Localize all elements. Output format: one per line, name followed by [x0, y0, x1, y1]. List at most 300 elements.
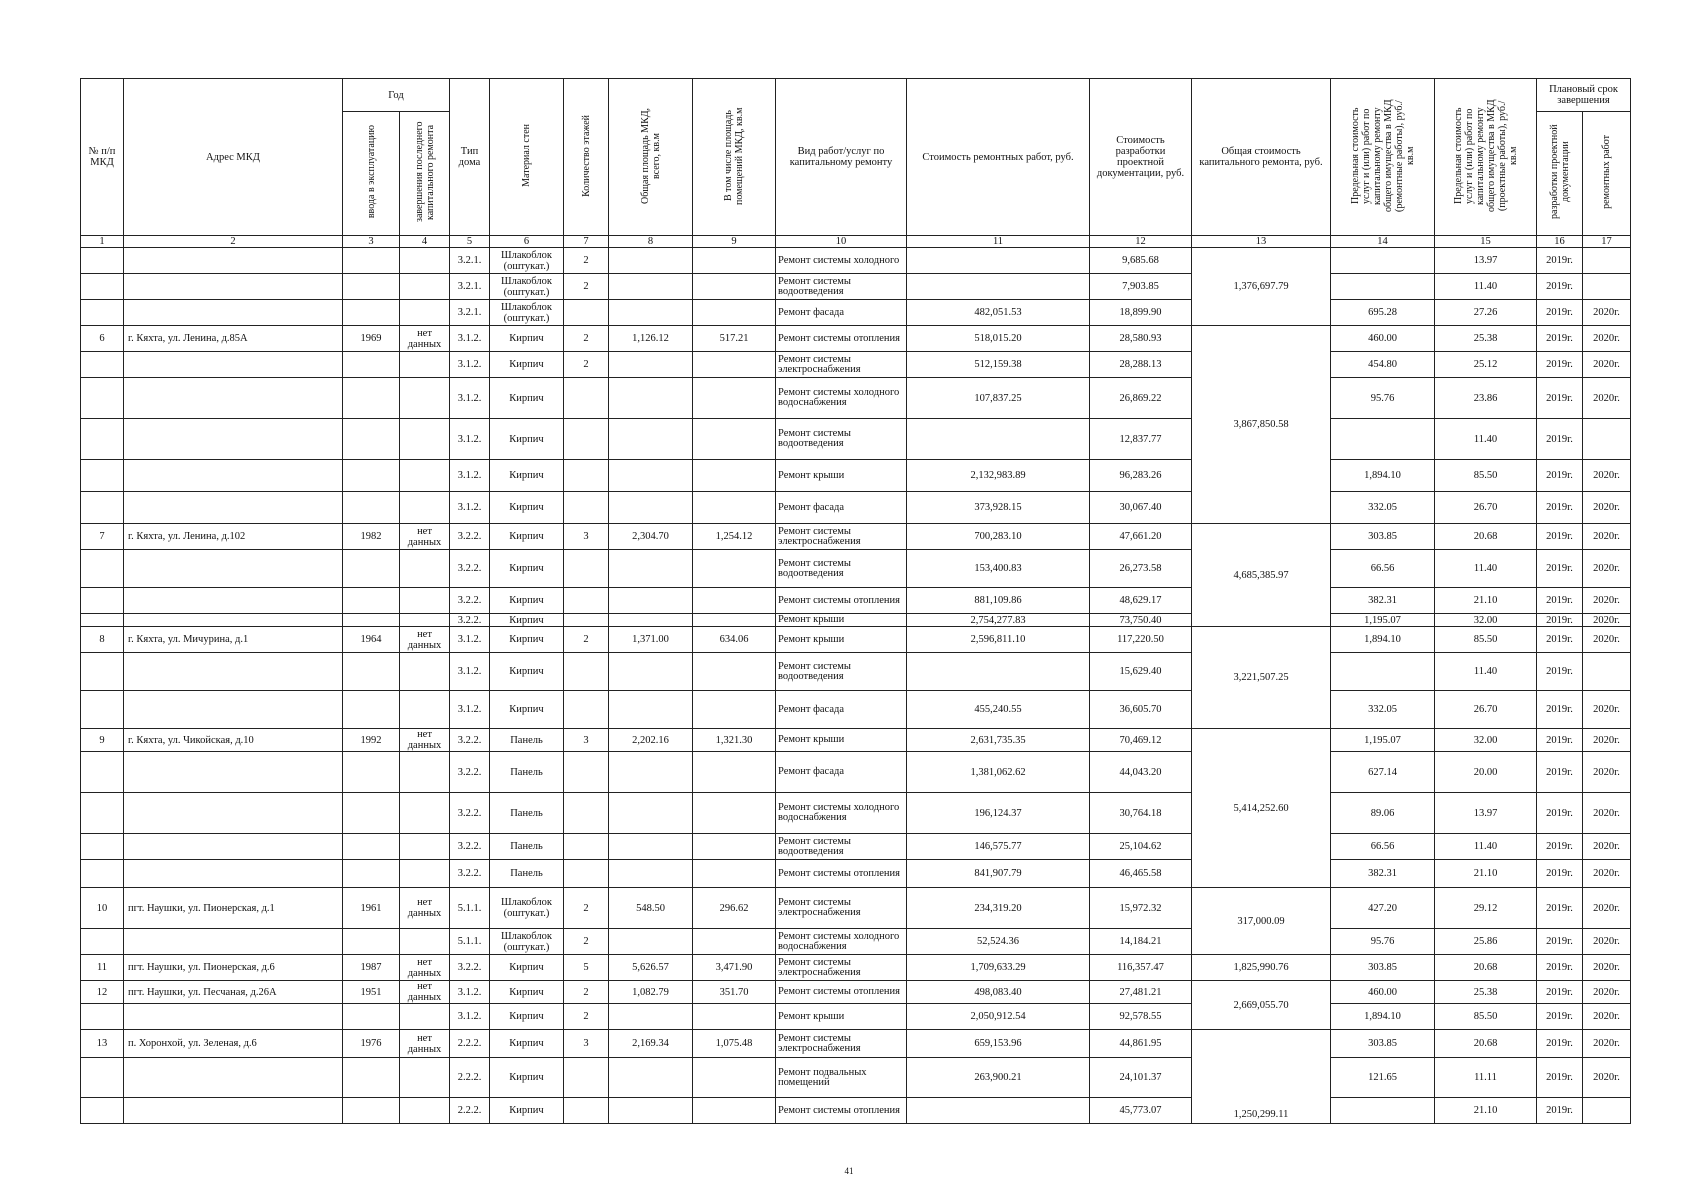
floors — [564, 588, 609, 614]
mkd-number — [81, 492, 124, 524]
repair-cost: 1,381,062.62 — [907, 752, 1090, 793]
mkd-number — [81, 1058, 124, 1098]
column-number-row — [81, 236, 1631, 248]
limit-design: 20.00 — [1435, 752, 1537, 793]
year-entry — [343, 929, 400, 955]
wall-material: Кирпич — [490, 460, 564, 492]
table-row — [81, 955, 1631, 981]
limit-repair: 382.31 — [1331, 860, 1435, 888]
planned-design-year: 2019г. — [1537, 888, 1583, 929]
column-number: 4 — [400, 236, 450, 248]
design-cost: 30,764.18 — [1090, 793, 1192, 834]
total-area — [609, 834, 693, 860]
column-number: 11 — [907, 236, 1090, 248]
design-cost: 92,578.55 — [1090, 1004, 1192, 1030]
capital-repair-table — [80, 78, 1631, 1124]
col-header-planned-design: разработки проектной документации — [1537, 112, 1583, 236]
planned-design-year: 2019г. — [1537, 248, 1583, 274]
repair-cost: 373,928.15 — [907, 492, 1090, 524]
repair-cost: 841,907.79 — [907, 860, 1090, 888]
design-cost: 15,972.32 — [1090, 888, 1192, 929]
planned-design-year: 2019г. — [1537, 929, 1583, 955]
col-header-total-cost: Общая стоимость капитального ремонта, руб. — [1192, 79, 1331, 236]
repair-cost: 881,109.86 — [907, 588, 1090, 614]
year-last-repair — [400, 274, 450, 300]
address-cell — [124, 1058, 343, 1098]
house-type: 3.2.2. — [450, 860, 490, 888]
table-row — [81, 460, 1631, 492]
planned-design-year: 2019г. — [1537, 492, 1583, 524]
year-last-repair — [400, 300, 450, 326]
year-entry — [343, 614, 400, 627]
work-type: Ремонт системы отопления — [776, 326, 907, 352]
design-cost: 44,043.20 — [1090, 752, 1192, 793]
total-area — [609, 248, 693, 274]
wall-material: Кирпич — [490, 326, 564, 352]
planned-repair-year: 2020г. — [1583, 627, 1631, 653]
wall-material: Кирпич — [490, 550, 564, 588]
year-last-repair: нет данных — [400, 955, 450, 981]
table-row — [81, 860, 1631, 888]
total-cost: 3,221,507.25 — [1192, 627, 1331, 729]
floors: 2 — [564, 981, 609, 1004]
col-header-repair-cost: Стоимость ремонтных работ, руб. — [907, 79, 1090, 236]
address-cell — [124, 550, 343, 588]
work-type: Ремонт системы холодного — [776, 248, 907, 274]
limit-repair: 382.31 — [1331, 588, 1435, 614]
design-cost: 28,580.93 — [1090, 326, 1192, 352]
work-type: Ремонт системы водоотведения — [776, 274, 907, 300]
floors — [564, 653, 609, 691]
work-type: Ремонт фасада — [776, 300, 907, 326]
repair-cost: 196,124.37 — [907, 793, 1090, 834]
year-entry — [343, 752, 400, 793]
column-number: 14 — [1331, 236, 1435, 248]
premises-area — [693, 1098, 776, 1124]
premises-area — [693, 653, 776, 691]
house-type: 3.1.2. — [450, 981, 490, 1004]
limit-repair: 95.76 — [1331, 929, 1435, 955]
premises-area — [693, 248, 776, 274]
repair-cost: 700,283.10 — [907, 524, 1090, 550]
year-entry: 1992 — [343, 729, 400, 752]
repair-cost: 1,709,633.29 — [907, 955, 1090, 981]
total-cost: 4,685,385.97 — [1192, 524, 1331, 627]
planned-repair-year: 2020г. — [1583, 793, 1631, 834]
limit-design: 85.50 — [1435, 627, 1537, 653]
wall-material: Шлакоблок (оштукат.) — [490, 888, 564, 929]
work-type: Ремонт системы отопления — [776, 981, 907, 1004]
year-entry — [343, 793, 400, 834]
limit-design: 25.12 — [1435, 352, 1537, 378]
total-cost: 1,250,299.11 — [1192, 1030, 1331, 1124]
col-header-wall-material: Материал стен — [490, 79, 564, 236]
planned-design-year: 2019г. — [1537, 460, 1583, 492]
design-cost: 26,869.22 — [1090, 378, 1192, 419]
planned-design-year: 2019г. — [1537, 955, 1583, 981]
design-cost: 116,357.47 — [1090, 955, 1192, 981]
house-type: 3.2.1. — [450, 300, 490, 326]
planned-design-year: 2019г. — [1537, 326, 1583, 352]
wall-material: Кирпич — [490, 1004, 564, 1030]
repair-cost: 482,051.53 — [907, 300, 1090, 326]
work-type: Ремонт фасада — [776, 492, 907, 524]
col-header-design-cost: Стоимость разработки проектной документации, руб. — [1090, 79, 1192, 236]
premises-area: 351.70 — [693, 981, 776, 1004]
work-type: Ремонт системы водоотведения — [776, 419, 907, 460]
address-cell — [124, 419, 343, 460]
planned-repair-year — [1583, 653, 1631, 691]
repair-cost — [907, 653, 1090, 691]
premises-area — [693, 1004, 776, 1030]
floors: 2 — [564, 352, 609, 378]
planned-design-year: 2019г. — [1537, 588, 1583, 614]
total-area: 2,169.34 — [609, 1030, 693, 1058]
planned-design-year: 2019г. — [1537, 834, 1583, 860]
column-number: 9 — [693, 236, 776, 248]
address-cell: пгт. Наушки, ул. Песчаная, д.26А — [124, 981, 343, 1004]
planned-design-year: 2019г. — [1537, 550, 1583, 588]
house-type: 3.1.2. — [450, 352, 490, 378]
col-header-limit-design: Предельная стоимость услуг и (или) работ по капитальному ремонту общего имущества в МКД (проектные работы), руб./кв.м — [1435, 79, 1537, 236]
total-area — [609, 653, 693, 691]
mkd-number — [81, 274, 124, 300]
floors: 2 — [564, 248, 609, 274]
year-last-repair — [400, 752, 450, 793]
floors: 2 — [564, 326, 609, 352]
work-type: Ремонт фасада — [776, 691, 907, 729]
planned-repair-year: 2020г. — [1583, 300, 1631, 326]
premises-area — [693, 550, 776, 588]
table-row — [81, 752, 1631, 793]
planned-design-year: 2019г. — [1537, 1098, 1583, 1124]
column-number: 17 — [1583, 236, 1631, 248]
mkd-number — [81, 834, 124, 860]
house-type: 2.2.2. — [450, 1058, 490, 1098]
premises-area — [693, 460, 776, 492]
column-number: 1 — [81, 236, 124, 248]
repair-cost: 498,083.40 — [907, 981, 1090, 1004]
limit-repair: 627.14 — [1331, 752, 1435, 793]
limit-repair: 1,894.10 — [1331, 627, 1435, 653]
premises-area — [693, 691, 776, 729]
work-type: Ремонт фасада — [776, 752, 907, 793]
col-header-work-type: Вид работ/услуг по капитальному ремонту — [776, 79, 907, 236]
house-type: 3.2.2. — [450, 550, 490, 588]
planned-design-year: 2019г. — [1537, 1004, 1583, 1030]
planned-design-year: 2019г. — [1537, 793, 1583, 834]
year-entry: 1987 — [343, 955, 400, 981]
premises-area: 296.62 — [693, 888, 776, 929]
planned-repair-year: 2020г. — [1583, 524, 1631, 550]
table-row — [81, 550, 1631, 588]
limit-design: 29.12 — [1435, 888, 1537, 929]
year-last-repair — [400, 460, 450, 492]
wall-material: Панель — [490, 834, 564, 860]
limit-repair — [1331, 248, 1435, 274]
year-entry — [343, 834, 400, 860]
wall-material: Шлакоблок (оштукат.) — [490, 248, 564, 274]
wall-material: Шлакоблок (оштукат.) — [490, 274, 564, 300]
design-cost: 24,101.37 — [1090, 1058, 1192, 1098]
design-cost: 36,605.70 — [1090, 691, 1192, 729]
limit-repair: 66.56 — [1331, 834, 1435, 860]
table-row — [81, 274, 1631, 300]
work-type: Ремонт системы отопления — [776, 860, 907, 888]
limit-design: 25.38 — [1435, 326, 1537, 352]
limit-repair: 1,195.07 — [1331, 614, 1435, 627]
limit-design: 32.00 — [1435, 729, 1537, 752]
year-last-repair — [400, 793, 450, 834]
total-area: 1,126.12 — [609, 326, 693, 352]
wall-material: Кирпич — [490, 524, 564, 550]
year-entry: 1982 — [343, 524, 400, 550]
premises-area — [693, 300, 776, 326]
design-cost: 45,773.07 — [1090, 1098, 1192, 1124]
house-type: 3.2.1. — [450, 248, 490, 274]
planned-repair-year: 2020г. — [1583, 888, 1631, 929]
wall-material: Панель — [490, 729, 564, 752]
col-header-floors: Количество этажей — [564, 79, 609, 236]
floors — [564, 834, 609, 860]
repair-cost: 107,837.25 — [907, 378, 1090, 419]
planned-repair-year: 2020г. — [1583, 588, 1631, 614]
premises-area — [693, 352, 776, 378]
planned-design-year: 2019г. — [1537, 419, 1583, 460]
col-header-address: Адрес МКД — [124, 79, 343, 236]
floors — [564, 300, 609, 326]
planned-design-year: 2019г. — [1537, 524, 1583, 550]
work-type: Ремонт системы водоотведения — [776, 653, 907, 691]
floors — [564, 752, 609, 793]
work-type: Ремонт системы электроснабжения — [776, 352, 907, 378]
year-last-repair — [400, 588, 450, 614]
work-type: Ремонт крыши — [776, 460, 907, 492]
column-number: 7 — [564, 236, 609, 248]
total-area: 548.50 — [609, 888, 693, 929]
house-type: 3.2.2. — [450, 614, 490, 627]
work-type: Ремонт системы холодного водоснабжения — [776, 929, 907, 955]
address-cell — [124, 1098, 343, 1124]
table-row — [81, 1030, 1631, 1058]
year-last-repair — [400, 378, 450, 419]
address-cell: п. Хоронхой, ул. Зеленая, д.6 — [124, 1030, 343, 1058]
planned-design-year: 2019г. — [1537, 860, 1583, 888]
year-last-repair — [400, 653, 450, 691]
year-last-repair — [400, 1098, 450, 1124]
address-cell — [124, 300, 343, 326]
total-area — [609, 460, 693, 492]
limit-design: 25.38 — [1435, 981, 1537, 1004]
work-type: Ремонт системы отопления — [776, 1098, 907, 1124]
wall-material: Кирпич — [490, 588, 564, 614]
wall-material: Панель — [490, 793, 564, 834]
mkd-number: 9 — [81, 729, 124, 752]
design-cost: 12,837.77 — [1090, 419, 1192, 460]
year-last-repair — [400, 860, 450, 888]
planned-repair-year: 2020г. — [1583, 981, 1631, 1004]
limit-design: 11.11 — [1435, 1058, 1537, 1098]
floors — [564, 492, 609, 524]
column-number: 15 — [1435, 236, 1537, 248]
limit-design: 85.50 — [1435, 1004, 1537, 1030]
design-cost: 30,067.40 — [1090, 492, 1192, 524]
premises-area — [693, 929, 776, 955]
repair-cost — [907, 248, 1090, 274]
total-area — [609, 793, 693, 834]
year-entry — [343, 550, 400, 588]
wall-material: Кирпич — [490, 378, 564, 419]
floors — [564, 419, 609, 460]
planned-repair-year: 2020г. — [1583, 955, 1631, 981]
wall-material: Кирпич — [490, 1030, 564, 1058]
repair-cost: 146,575.77 — [907, 834, 1090, 860]
floors: 3 — [564, 1030, 609, 1058]
limit-design: 13.97 — [1435, 793, 1537, 834]
total-area — [609, 860, 693, 888]
limit-repair: 1,894.10 — [1331, 460, 1435, 492]
premises-area: 517.21 — [693, 326, 776, 352]
limit-design: 21.10 — [1435, 1098, 1537, 1124]
limit-repair: 454.80 — [1331, 352, 1435, 378]
planned-design-year: 2019г. — [1537, 1058, 1583, 1098]
mkd-number — [81, 614, 124, 627]
total-area: 1,082.79 — [609, 981, 693, 1004]
floors: 2 — [564, 627, 609, 653]
year-entry: 1951 — [343, 981, 400, 1004]
planned-repair-year: 2020г. — [1583, 729, 1631, 752]
year-last-repair — [400, 929, 450, 955]
planned-repair-year: 2020г. — [1583, 1004, 1631, 1030]
floors: 2 — [564, 274, 609, 300]
design-cost: 73,750.40 — [1090, 614, 1192, 627]
address-cell — [124, 378, 343, 419]
limit-repair: 695.28 — [1331, 300, 1435, 326]
limit-repair: 89.06 — [1331, 793, 1435, 834]
wall-material: Кирпич — [490, 1058, 564, 1098]
column-number: 3 — [343, 236, 400, 248]
planned-repair-year: 2020г. — [1583, 614, 1631, 627]
mkd-number — [81, 352, 124, 378]
work-type: Ремонт системы водоотведения — [776, 834, 907, 860]
house-type: 3.1.2. — [450, 653, 490, 691]
wall-material: Шлакоблок (оштукат.) — [490, 300, 564, 326]
address-cell: г. Кяхта, ул. Мичурина, д.1 — [124, 627, 343, 653]
total-area — [609, 1098, 693, 1124]
limit-design: 27.26 — [1435, 300, 1537, 326]
address-cell: г. Кяхта, ул. Ленина, д.102 — [124, 524, 343, 550]
house-type: 3.1.2. — [450, 691, 490, 729]
year-last-repair: нет данных — [400, 981, 450, 1004]
col-header-total-area: Общая площадь МКД, всего, кв.м — [609, 79, 693, 236]
column-number: 6 — [490, 236, 564, 248]
floors: 5 — [564, 955, 609, 981]
house-type: 3.2.2. — [450, 752, 490, 793]
table-row — [81, 524, 1631, 550]
limit-repair — [1331, 419, 1435, 460]
mkd-number — [81, 793, 124, 834]
wall-material: Кирпич — [490, 653, 564, 691]
planned-repair-year — [1583, 248, 1631, 274]
year-last-repair — [400, 691, 450, 729]
mkd-number — [81, 752, 124, 793]
col-header-mkd-no: № п/п МКД — [81, 79, 124, 236]
total-area: 1,371.00 — [609, 627, 693, 653]
year-last-repair — [400, 352, 450, 378]
wall-material: Кирпич — [490, 691, 564, 729]
planned-repair-year: 2020г. — [1583, 492, 1631, 524]
limit-repair — [1331, 653, 1435, 691]
floors — [564, 1098, 609, 1124]
premises-area: 634.06 — [693, 627, 776, 653]
limit-design: 11.40 — [1435, 653, 1537, 691]
table-row — [81, 981, 1631, 1004]
year-entry: 1969 — [343, 326, 400, 352]
repair-cost: 659,153.96 — [907, 1030, 1090, 1058]
column-number: 5 — [450, 236, 490, 248]
total-area — [609, 614, 693, 627]
year-last-repair — [400, 834, 450, 860]
house-type: 3.2.2. — [450, 955, 490, 981]
limit-repair: 1,894.10 — [1331, 1004, 1435, 1030]
year-entry: 1976 — [343, 1030, 400, 1058]
table-row — [81, 888, 1631, 929]
floors: 2 — [564, 888, 609, 929]
mkd-number: 11 — [81, 955, 124, 981]
planned-design-year: 2019г. — [1537, 981, 1583, 1004]
limit-repair: 460.00 — [1331, 981, 1435, 1004]
mkd-number — [81, 248, 124, 274]
planned-design-year: 2019г. — [1537, 300, 1583, 326]
total-area — [609, 1058, 693, 1098]
mkd-number — [81, 653, 124, 691]
work-type: Ремонт крыши — [776, 627, 907, 653]
premises-area — [693, 492, 776, 524]
premises-area: 1,321.30 — [693, 729, 776, 752]
floors — [564, 550, 609, 588]
mkd-number: 10 — [81, 888, 124, 929]
table-body — [81, 248, 1631, 1124]
floors — [564, 691, 609, 729]
limit-repair: 303.85 — [1331, 524, 1435, 550]
house-type: 2.2.2. — [450, 1030, 490, 1058]
premises-area — [693, 793, 776, 834]
repair-cost: 455,240.55 — [907, 691, 1090, 729]
planned-repair-year: 2020г. — [1583, 1058, 1631, 1098]
limit-design: 21.10 — [1435, 860, 1537, 888]
repair-cost — [907, 274, 1090, 300]
address-cell: г. Кяхта, ул. Ленина, д.85А — [124, 326, 343, 352]
work-type: Ремонт крыши — [776, 729, 907, 752]
repair-cost: 2,631,735.35 — [907, 729, 1090, 752]
floors — [564, 460, 609, 492]
column-number: 16 — [1537, 236, 1583, 248]
limit-repair: 303.85 — [1331, 1030, 1435, 1058]
total-area — [609, 300, 693, 326]
address-cell — [124, 929, 343, 955]
premises-area — [693, 274, 776, 300]
limit-design: 20.68 — [1435, 524, 1537, 550]
design-cost: 7,903.85 — [1090, 274, 1192, 300]
floors: 2 — [564, 1004, 609, 1030]
mkd-number — [81, 929, 124, 955]
limit-repair: 427.20 — [1331, 888, 1435, 929]
planned-design-year: 2019г. — [1537, 691, 1583, 729]
address-cell — [124, 691, 343, 729]
floors — [564, 378, 609, 419]
address-cell — [124, 793, 343, 834]
mkd-number — [81, 378, 124, 419]
